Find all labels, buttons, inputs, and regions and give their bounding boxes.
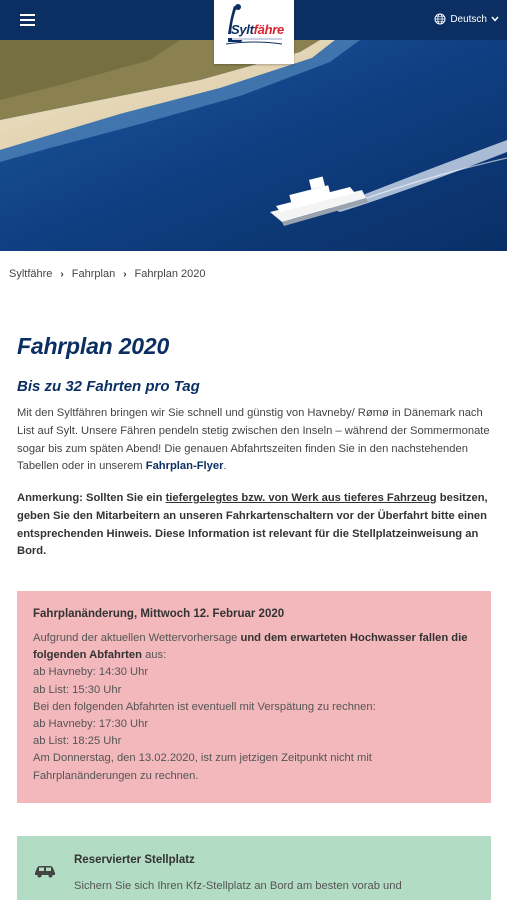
breadcrumb — [9, 268, 205, 280]
vehicle-note: Anmerkung: Sollten Sie ein tiefergelegtes bzw. von Werk aus tieferes Fahrzeug besitzen, geben Sie den Mitarbeitern an unseren Fahrkartenschaltern vor der Überfahrt bitte einen entsprechenden Hinweis. Diese Information ist relevant für die Stellplatzeinweisung an Bord. — [17, 492, 488, 558]
delayed-departure: ab List: 18:25 Uhr — [33, 735, 122, 748]
reserved-parking-box — [17, 836, 491, 900]
cancelled-departure: ab Havneby: 14:30 Uhr — [33, 666, 149, 679]
globe-icon — [434, 13, 446, 25]
chevron-down-icon — [491, 16, 499, 22]
logo-text: Syltfähre — [231, 22, 284, 37]
breadcrumb-item-home[interactable]: Syltfähre — [9, 268, 53, 280]
delay-intro: Bei den folgenden Abfahrten ist eventuell mit Verspätung zu rechnen: — [33, 700, 376, 713]
note-underlined-text: tiefergelegtes bzw. von Werk aus tieferes Fahrzeug — [165, 492, 437, 504]
cancelled-departure: ab List: 15:30 Uhr — [33, 683, 122, 696]
logo-underline — [232, 38, 282, 40]
intro-paragraph: Mit den Syltfähren bringen wir Sie schnell und günstig von Havneby/ Rømø in Dänemark nach List auf Sylt. Unsere Fähren pendeln stetig zwischen den Inseln – während der Sommermonate sogar bis zum späten Abend! Die genauen Abfahrtszeiten finden Sie in den nachstehenden Tabellen oder in unserem Fahrplan-Flyer. — [17, 407, 490, 473]
hero-image — [0, 40, 507, 251]
chevron-right-icon: › — [60, 268, 64, 280]
info-text: Sichern Sie sich Ihren Kfz-Stellplatz an Bord am besten vorab und — [74, 880, 402, 892]
car-icon — [33, 864, 57, 878]
page-title: Fahrplan 2020 — [17, 333, 170, 359]
delayed-departure: ab Havneby: 17:30 Uhr — [33, 718, 149, 731]
language-selector[interactable] — [434, 13, 499, 25]
alert-body: Aufgrund der aktuellen Wettervorhersage und dem erwarteten Hochwasser fallen die folgenden Abfahrten aus: ab Havneby: 14:30 Uhr ab List: 15:30 Uhr Bei den folgenden Abfahrten ist eventuell mit Verspätung zu rechnen: ab Havneby: 17:30 Uhr ab List: 18:25 Uhr Am Donnerstag, den 13.02.2020, ist zum jetzigen Zeitpunkt nicht mit Fahrplanänderungen zu rechnen. — [33, 630, 475, 785]
alert-title: Fahrplanänderung, Mittwoch 12. Februar 2020 — [33, 608, 285, 620]
schedule-change-alert — [17, 591, 491, 803]
ferry-photo — [0, 40, 507, 251]
chevron-right-icon: › — [123, 268, 127, 280]
fahrplan-flyer-link[interactable]: Fahrplan-Flyer — [145, 460, 224, 473]
page-subtitle: Bis zu 32 Fahrten pro Tag — [17, 378, 200, 395]
breadcrumb-item-fahrplan[interactable]: Fahrplan — [71, 268, 116, 280]
language-label: Deutsch — [450, 13, 487, 25]
alert-footer: Am Donnerstag, den 13.02.2020, ist zum jetzigen Zeitpunkt nicht mit Fahrplanänderungen zu rechnen. — [33, 752, 372, 782]
breadcrumb-item-current: Fahrplan 2020 — [134, 268, 206, 280]
info-title: Reservierter Stellplatz — [74, 854, 195, 866]
site-logo[interactable] — [214, 0, 294, 64]
hamburger-icon[interactable] — [20, 14, 35, 26]
